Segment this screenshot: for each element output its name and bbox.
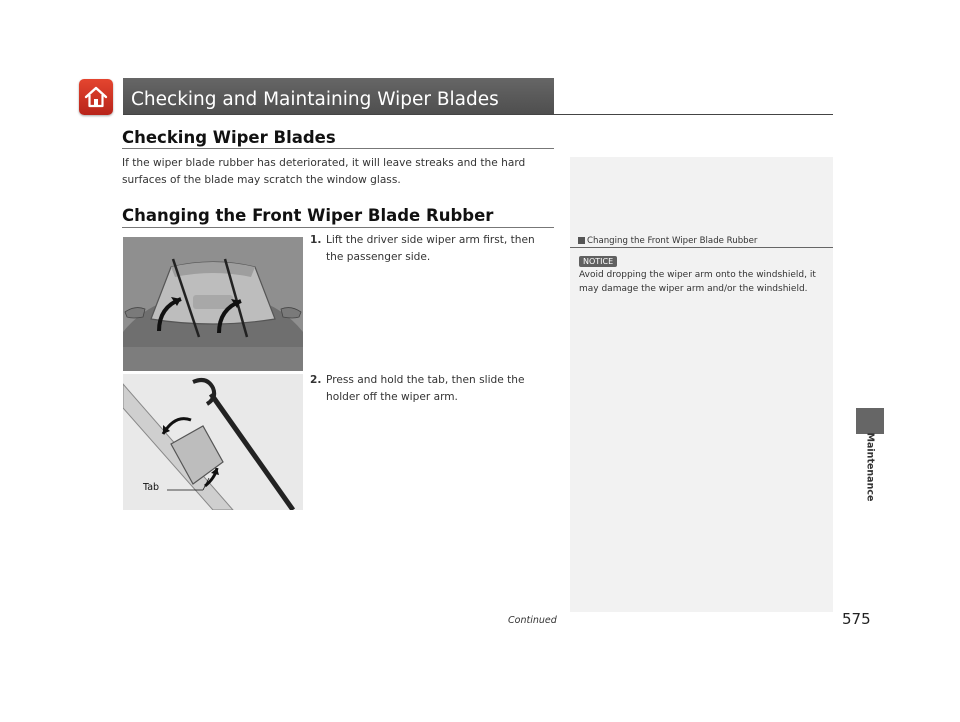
home-icon	[83, 84, 109, 110]
subsection-divider	[122, 227, 554, 228]
step-1	[310, 232, 554, 266]
chapter-label: Maintenance	[864, 432, 876, 502]
side-note-title: Changing the Front Wiper Blade Rubber	[578, 236, 757, 246]
intro-paragraph: If the wiper blade rubber has deteriorated, it will leave streaks and the hard surfaces of the blade may scratch the window glass.	[122, 157, 526, 186]
step-text: Press and hold the tab, then slide the holder off the wiper arm.	[326, 374, 525, 403]
section-heading: Checking Wiper Blades	[122, 128, 336, 147]
page-number: 575	[842, 610, 871, 628]
step-number: 2.	[310, 374, 322, 386]
step-text: Lift the driver side wiper arm first, then the passenger side.	[326, 234, 535, 263]
figure-windshield-wipers	[123, 237, 303, 371]
notice-badge: NOTICE	[579, 256, 617, 267]
home-button[interactable]	[79, 79, 113, 115]
page-title: Checking and Maintaining Wiper Blades	[131, 89, 499, 110]
figure-wiper-tab	[123, 374, 303, 510]
step-2	[310, 372, 554, 406]
notice-text: Avoid dropping the wiper arm onto the windshield, it may damage the wiper arm and/or the windshield.	[579, 270, 816, 294]
step-number: 1.	[310, 234, 322, 246]
subsection-heading: Changing the Front Wiper Blade Rubber	[122, 206, 494, 225]
figure-label-tab: Tab	[143, 482, 160, 493]
side-note-panel	[570, 157, 833, 612]
chapter-tab[interactable]	[856, 408, 884, 434]
continued-label: Continued	[508, 615, 557, 626]
side-note-divider	[570, 247, 833, 248]
title-divider	[123, 114, 833, 115]
note-marker-icon	[578, 237, 585, 244]
section-divider	[122, 148, 554, 149]
